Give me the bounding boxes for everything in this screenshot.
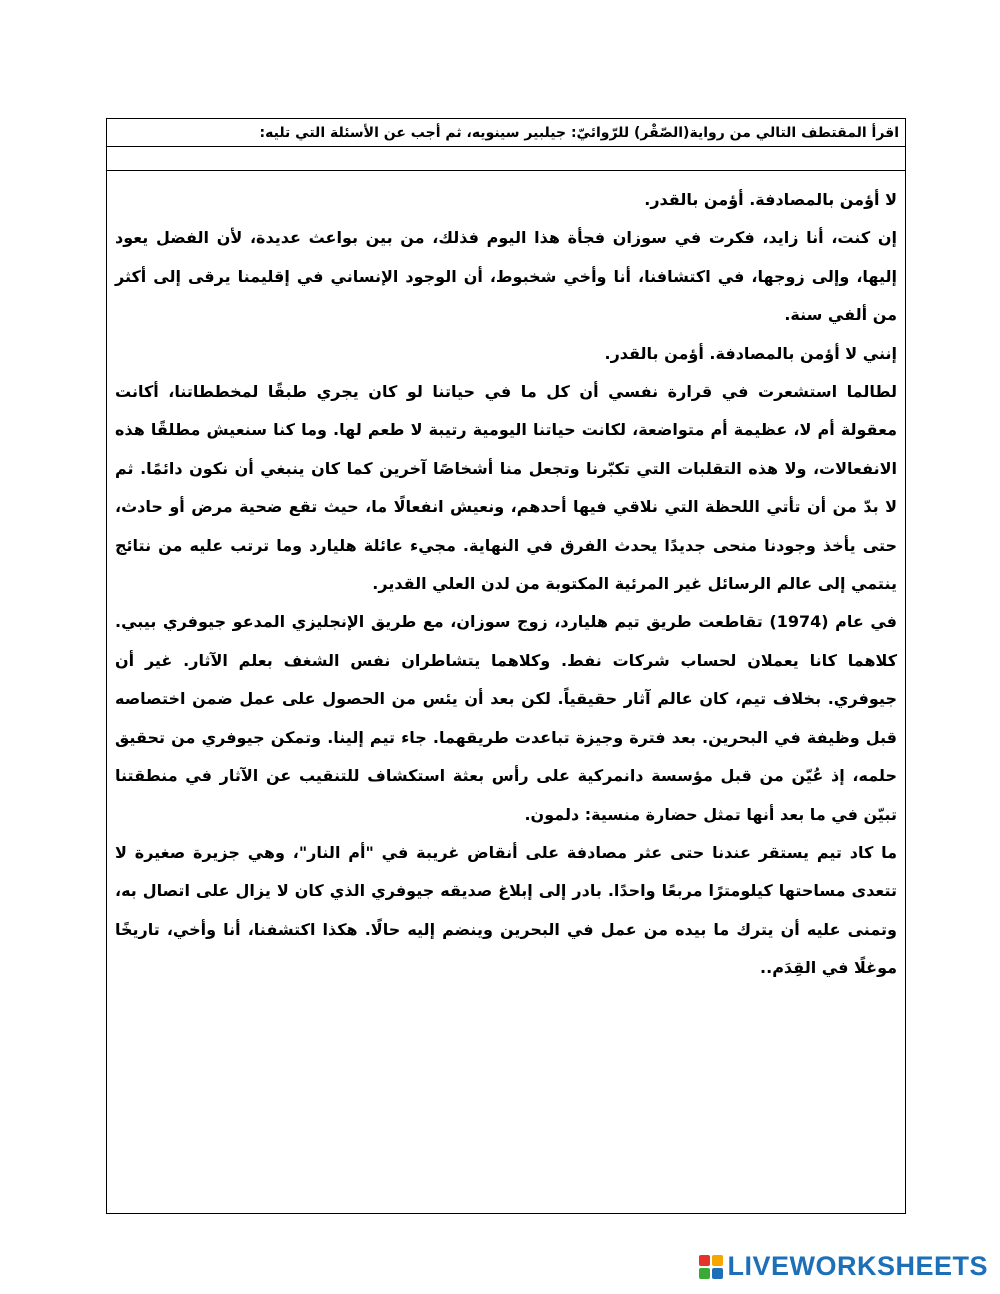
passage-paragraph-1: لا أؤمن بالمصادفة. أؤمن بالقدر. (644, 190, 897, 209)
logo-square-blue (712, 1268, 723, 1279)
empty-row (107, 147, 905, 171)
instruction-text: اقرأ المقتطف التالي من رواية(الصّقْر) للرّوائيّ: جيلبير سينويه، ثم أجب عن الأسئلة التي تليه: (259, 125, 899, 141)
instruction-row (107, 119, 905, 147)
passage-paragraph-3: إنني لا أؤمن بالمصادفة. أؤمن بالقدر. (604, 343, 897, 363)
logo-square-orange (712, 1255, 723, 1266)
passage-paragraph-4: لطالما استشعرت في قرارة نفسي أن كل ما في حياتنا لو كان يجري طبقًا لمخططاتنا، أكانت معقولة أم لا، عظيمة أم متواضعة، لكانت حياتنا اليومية رتيبة لا طعم لها. وما كنا سنعيش مطلقًا هذه الانفعالات، ولا هذه التقلبات التي تكبّرنا وتجعل منا أشخاصًا آخرين كما كان ينبغي أن نكون دائمًا. ثم لا بدّ من أن تأتي اللحظة التي نلاقي فيها أحدهم، ونعيش انفعالًا ما، حيث تقع ضحية مرض أو حادث، حتى يأخذ وجودنا منحى جديدًا يحدث الفرق في النهاية. مجيء عائلة هليارد وما ترتب عليه من نتائج ينتمي إلى عالم الرسائل غير المرئية المكتوبة من لدن العلي القدير. (115, 382, 897, 594)
passage-paragraph-5: في عام (1974) تقاطعت طريق تيم هليارد، زوج سوزان، مع طريق الإنجليزي المدعو جيوفري بيبي. كلاهما كانا يعملان لحساب شركات نفط. وكلاهما يتشاطران نفس الشغف بعلم الآثار. غير أن جيوفري. بخلاف تيم، كان عالم آثار حقيقياً. لكن بعد أن يئس من الحصول على عمل ضمن اختصاصه قبل وظيفة في البحرين. بعد فترة وجيزة تباعدت طريقهما. جاء تيم إلينا. وتمكن جيوفري من تحقيق حلمه، إذ عُيّن من قبل مؤسسة دانمركية على رأس بعثة استكشاف للتنقيب عن الآثار في منطقتنا تبيّن في ما بعد أنها تمثل حضارة منسية: دلمون. (115, 612, 898, 824)
logo-square-red (699, 1255, 710, 1266)
passage-paragraph-2: إن كنت، أنا زايد، فكرت في سوزان فجأة هذا اليوم فذلك، من بين بواعث عديدة، لأن الفضل يعود إليها، وإلى زوجها، في اكتشافنا، أنا وأخي شخبوط، أن الوجود الإنساني في إقليمنا يرقى إلى أكثر من ألفي سنة. (115, 228, 897, 325)
liveworksheets-brand-text: LIVEWORKSHEETS (727, 1251, 988, 1281)
passage-paragraph-6: ما كاد تيم يستقر عندنا حتى عثر مصادفة على أنقاض غريبة في "أم النار"، وهي جزيرة صغيرة لا تتعدى مساحتها كيلومترًا مربعًا واحدًا. بادر إلى إبلاغ صديقه جيوفري الذي كان لا يزال على اتصال به، وتمنى عليه أن يترك ما بيده من عمل في البحرين وينضم إليه حالًا. هكذا اكتشفنا، أنا وأخي، تاريخًا موغلًا في القِدَم.. (115, 842, 897, 978)
liveworksheets-logo (699, 1251, 988, 1282)
liveworksheets-logo-icon (699, 1255, 723, 1279)
passage-cell (107, 171, 905, 988)
worksheet-table (106, 118, 906, 1214)
logo-square-green (699, 1268, 710, 1279)
